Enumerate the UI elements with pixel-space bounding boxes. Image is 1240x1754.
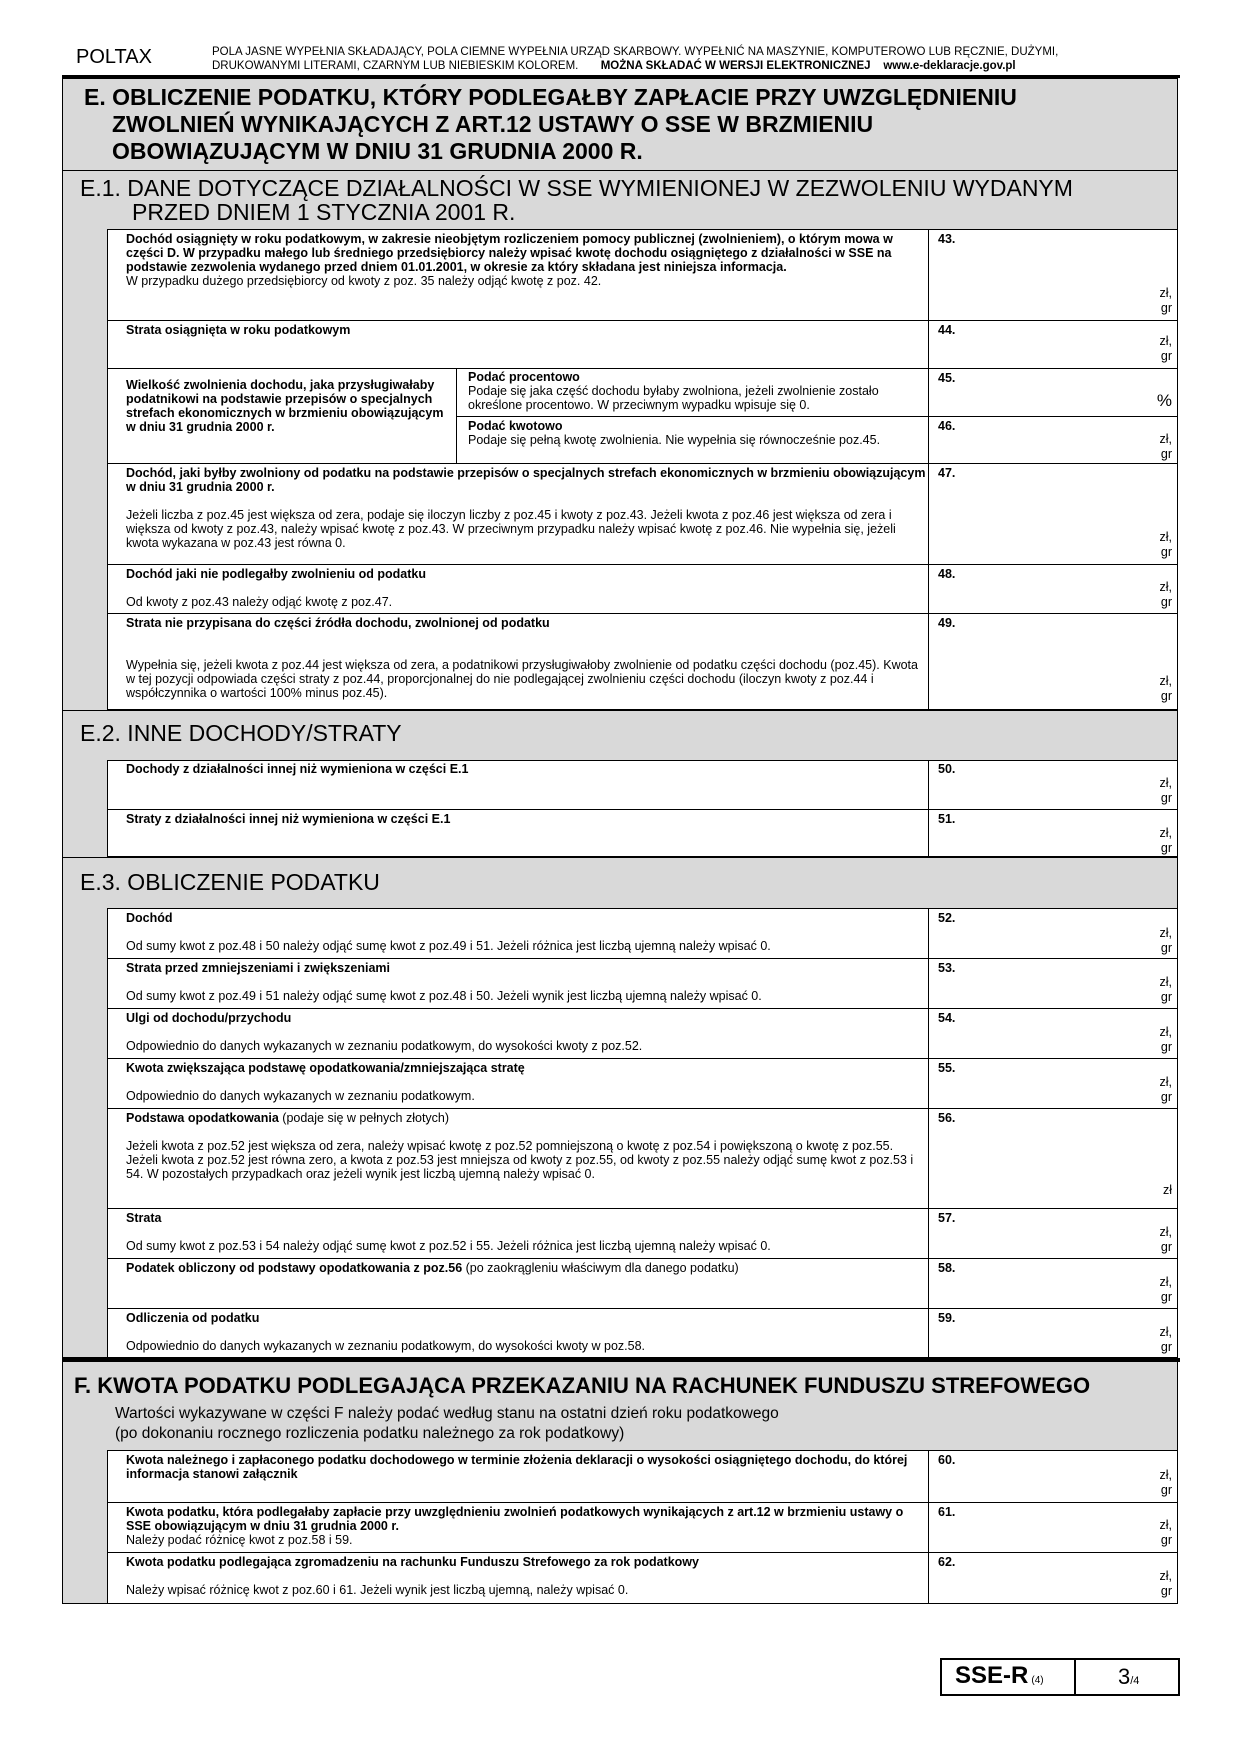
field-58-label: Podatek obliczony od podstawy opodatkowania z poz.56 (po zaokrągleniu właściwym dla danego podatku): [126, 1261, 739, 1275]
field-52-label: Dochód Od sumy kwot z poz.48 i 50 należy odjąć sumę kwot z poz.49 i 51. Jeżeli różnica jest liczbą ujemną należy wpisać 0.: [126, 911, 771, 953]
field-47-number: 47.: [938, 466, 956, 480]
header-line2: [212, 59, 1058, 73]
field-56-number: 56.: [938, 1111, 956, 1125]
field-62-label: Kwota podatku podlegająca zgromadzeniu na rachunku Funduszu Strefowego za rok podatkowy Należy wpisać różnicę kwot z poz.60 i 61. Jeżeli wynik jest liczbą ujemną, należy wpisać 0.: [126, 1555, 699, 1597]
field-57-input[interactable]: [928, 1208, 1178, 1258]
field-62-input[interactable]: [928, 1552, 1178, 1604]
field-55-unit: zł, gr: [1159, 1075, 1172, 1104]
header-instructions: [212, 45, 1058, 73]
field-50-label: Dochody z działalności innej niż wymieniona w części E.1: [126, 762, 469, 776]
field-59-number: 59.: [938, 1311, 956, 1325]
field-59-input[interactable]: [928, 1308, 1178, 1358]
section-e-title-line2: ZWOLNIEŃ WYNIKAJĄCYCH Z ART.12 USTAWY O SSE W BRZMIENIU: [112, 111, 874, 137]
section-f-title: F. KWOTA PODATKU PODLEGAJĄCA PRZEKAZANIU NA RACHUNEK FUNDUSZU STREFOWEGO: [74, 1373, 1091, 1398]
field-56-input[interactable]: [928, 1108, 1178, 1208]
field-50-input[interactable]: [928, 760, 1178, 809]
field-43-number: 43.: [938, 232, 956, 246]
field-44-input[interactable]: [928, 320, 1178, 368]
field-46-label: Podać kwotowo Podaje się pełną kwotę zwolnienia. Nie wypełnia się równocześnie poz.45.: [468, 419, 881, 447]
field-48-unit: zł, gr: [1159, 580, 1172, 609]
field-49-label: Strata nie przypisana do części źródła dochodu, zwolnionej od podatku Wypełnia się, jeżeli kwota z poz.44 jest większa od zera, a podatnikowi przysługiwałoby zwolnienie od podatku części dochodu (poz.45). Kwota w tej pozycji odpowiada części straty z poz.44, proporcjonalnej do nie podlegającej zwolnieniu części dochodu (iloczyn kwoty z poz.44 i współczynnika o wartości 100% minus poz.45).: [126, 616, 918, 700]
field-44-label: Strata osiągnięta w roku podatkowym: [126, 323, 351, 337]
field-53-unit: zł, gr: [1159, 975, 1172, 1004]
field-44-number: 44.: [938, 323, 956, 337]
field-58-number: 58.: [938, 1261, 956, 1275]
field-45-label: Podać procentowo Podaje się jaka część dochodu byłaby zwolniona, jeżeli zwolnienie zostało określone procentowo. W przeciwnym wypadku wpisuje się 0.: [468, 370, 879, 412]
form-code: SSE-R (4): [955, 1662, 1044, 1689]
field-56-label: Podstawa opodatkowania (podaje się w pełnych złotych) Jeżeli kwota z poz.52 jest większa od zera, należy wpisać kwotę z poz.52 pomniejszoną o kwotę z poz.54 i powiększoną o kwotę z poz.55. Jeżeli kwota z poz.52 jest równa zero, a kwota z poz.53 jest mniejsza od kwoty z poz.55, od kwoty z poz.55 należy odjąć sumę kwot z poz.53 i 54. W pozostałych przypadkach oraz jeżeli wynik jest liczbą ujemną należy wpisać 0.: [126, 1111, 914, 1181]
field-43-label: Dochód osiągnięty w roku podatkowym, w zakresie nieobjętym rozliczeniem pomocy publicznej (zwolnieniem), o którym mowa w części D. W przypadku małego lub średniego przedsiębiorcy należy wpisać kwotę dochodu osiągniętego z działalności w SSE na podstawie zezwolenia wydanego przed dniem 01.01.2001, w okresie za który składana jest niniejsza informacja. W przypadku dużego przedsiębiorcy od kwoty z poz. 35 należy odjąć kwotę z poz. 42.: [126, 232, 893, 288]
header-line2b: MOŻNA SKŁADAĆ W WERSJI ELEKTRONICZNEJ: [600, 60, 871, 72]
field-55-label: Kwota zwiększająca podstawę opodatkowania/zmniejszająca stratę Odpowiednio do danych wykazanych w zeznaniu podatkowym.: [126, 1061, 525, 1103]
field-43-input[interactable]: [928, 229, 1178, 320]
field-55-input[interactable]: [928, 1058, 1178, 1108]
section-e-title-line1: E. OBLICZENIE PODATKU, KTÓRY PODLEGAŁBY ZAPŁACIE PRZY UWZGLĘDNIENIU: [84, 84, 1017, 110]
header-line2a: DRUKOWANYMI LITERAMI, CZARNYM LUB NIEBIESKIM KOLOREM.: [212, 60, 579, 72]
field-53-input[interactable]: [928, 958, 1178, 1008]
section-e1-title-line1: E.1. DANE DOTYCZĄCE DZIAŁALNOŚCI W SSE WYMIENIONEJ W ZEZWOLENIU WYDANYM: [80, 175, 1073, 201]
field-54-unit: zł, gr: [1159, 1025, 1172, 1054]
field-61-unit: zł, gr: [1159, 1518, 1172, 1547]
header-line2c: www.e-deklaracje.gov.pl: [883, 60, 1016, 72]
field-52-input[interactable]: [928, 908, 1178, 958]
field-59-label: Odliczenia od podatku Odpowiednio do danych wykazanych w zeznaniu podatkowym, do wysokości kwoty w poz.58.: [126, 1311, 646, 1353]
field-48-label: Dochód jaki nie podlegałby zwolnieniu od podatku Od kwoty z poz.43 należy odjąć kwotę z poz.47.: [126, 567, 427, 609]
field-50-number: 50.: [938, 762, 956, 776]
field-45-number: 45.: [938, 371, 956, 385]
field-52-number: 52.: [938, 911, 956, 925]
field-43-unit: zł, gr: [1159, 286, 1172, 315]
field-61-label: Kwota podatku, która podlegałaby zapłacie przy uwzględnieniu zwolnień podatkowych wynikających z art.12 w brzmieniu ustawy o SSE obowiązującym w dniu 31 grudnia 2000 r. Należy podać różnicę kwot z poz.58 i 59.: [126, 1505, 904, 1547]
section-e1-title: [80, 176, 1073, 224]
divider: [62, 710, 1178, 711]
field-62-number: 62.: [938, 1555, 956, 1569]
field-48-input[interactable]: [928, 564, 1178, 613]
section-f-intro: Wartości wykazywane w części F należy podać według stanu na ostatni dzień roku podatkowego (po dokonaniu rocznego rozliczenia podatku należnego za rok podatkowy): [115, 1405, 779, 1442]
field-44-unit: zł, gr: [1159, 334, 1172, 363]
field-47-input[interactable]: [928, 463, 1178, 564]
field-60-number: 60.: [938, 1453, 956, 1467]
field-56-unit: zł: [1162, 1183, 1172, 1197]
field-57-unit: zł, gr: [1159, 1225, 1172, 1254]
poltax-logo: POLTAX: [76, 46, 152, 68]
divider: [62, 857, 1178, 858]
field-59-unit: zł, gr: [1159, 1325, 1172, 1354]
field-50-unit: zł, gr: [1159, 776, 1172, 805]
field-45-input[interactable]: [928, 368, 1178, 416]
field-49-input[interactable]: [928, 613, 1178, 710]
field-53-number: 53.: [938, 961, 956, 975]
header-line1: POLA JASNE WYPEŁNIA SKŁADAJĄCY, POLA CIEMNE WYPEŁNIA URZĄD SKARBOWY. WYPEŁNIĆ NA MASZYNIE, KOMPUTEROWO LUB RĘCZNIE, DUŻYMI,: [212, 46, 1059, 58]
section-e2-title: E.2. INNE DOCHODY/STRATY: [80, 720, 402, 746]
field-54-number: 54.: [938, 1011, 956, 1025]
field-52-unit: zł, gr: [1159, 926, 1172, 955]
section-e-title: [84, 84, 1017, 165]
field-47-unit: zł, gr: [1159, 530, 1172, 559]
page-number: 3/4: [1118, 1664, 1140, 1689]
field-57-label: Strata Od sumy kwot z poz.53 i 54 należy odjąć sumę kwot z poz.52 i 55. Jeżeli różnica jest liczbą ujemną należy wpisać 0.: [126, 1211, 771, 1253]
section-e-title-line3: OBOWIĄZUJĄCYM W DNIU 31 GRUDNIA 2000 R.: [112, 138, 643, 164]
field-51-input[interactable]: [928, 809, 1178, 857]
section-e1-title-line2: PRZED DNIEM 1 STYCZNIA 2001 R.: [132, 199, 516, 225]
field-58-unit: zł, gr: [1159, 1275, 1172, 1304]
section-e3-title: E.3. OBLICZENIE PODATKU: [80, 869, 380, 895]
divider: [1074, 1658, 1076, 1696]
field-53-label: Strata przed zmniejszeniami i zwiększeniami Od sumy kwot z poz.49 i 51 należy odjąć sumę kwot z poz.48 i 50. Jeżeli wynik jest liczbą ujemną należy wpisać 0.: [126, 961, 762, 1003]
field-55-number: 55.: [938, 1061, 956, 1075]
field-48-number: 48.: [938, 567, 956, 581]
field-61-input[interactable]: [928, 1502, 1178, 1552]
field-46-unit: zł, gr: [1159, 432, 1172, 461]
field-46-input[interactable]: [928, 416, 1178, 463]
field-54-label: Ulgi od dochodu/przychodu Odpowiednio do danych wykazanych w zeznaniu podatkowym, do wysokości kwoty z poz.52.: [126, 1011, 643, 1053]
field-49-number: 49.: [938, 616, 956, 630]
divider: [62, 170, 1178, 171]
field-51-label: Straty z działalności innej niż wymieniona w części E.1: [126, 812, 451, 826]
field-45-unit: %: [1156, 391, 1172, 410]
field-61-number: 61.: [938, 1505, 956, 1519]
field-60-label: Kwota należnego i zapłaconego podatku dochodowego w terminie złożenia deklaracji o wysokości osiągniętego dochodu, do której informacja stanowi załącznik: [126, 1453, 908, 1481]
field-60-unit: zł, gr: [1159, 1468, 1172, 1497]
field-62-unit: zł, gr: [1159, 1569, 1172, 1598]
field-47-label: Dochód, jaki byłby zwolniony od podatku na podstawie przepisów o specjalnych strefach ekonomicznych w brzmieniu obowiązującym w dniu 31 grudnia 2000 r. Jeżeli liczba z poz.45 jest większa od zera, podaje się iloczyn liczby z poz.45 i kwoty z poz.43. Jeżeli kwota z poz.46 jest większa od zera i większa od kwoty z poz.43, należy wpisać kwotę z poz.43. W przeciwnym przypadku należy wpisać kwotę z poz.46. Nie wypełnia się, jeżeli kwota wykazana w poz.43 jest równa 0.: [126, 466, 926, 550]
field-58-input[interactable]: [928, 1258, 1178, 1308]
exemption-size-label: Wielkość zwolnienia dochodu, jaka przysługiwałaby podatnikowi na podstawie przepisów o specjalnych strefach ekonomicznych w brzmieniu obowiązującym w dniu 31 grudnia 2000 r.: [126, 378, 444, 434]
field-46-number: 46.: [938, 419, 956, 433]
field-51-unit: zł, gr: [1159, 826, 1172, 855]
field-60-input[interactable]: [928, 1450, 1178, 1502]
field-57-number: 57.: [938, 1211, 956, 1225]
field-54-input[interactable]: [928, 1008, 1178, 1058]
field-49-unit: zł, gr: [1159, 674, 1172, 703]
field-51-number: 51.: [938, 812, 956, 826]
